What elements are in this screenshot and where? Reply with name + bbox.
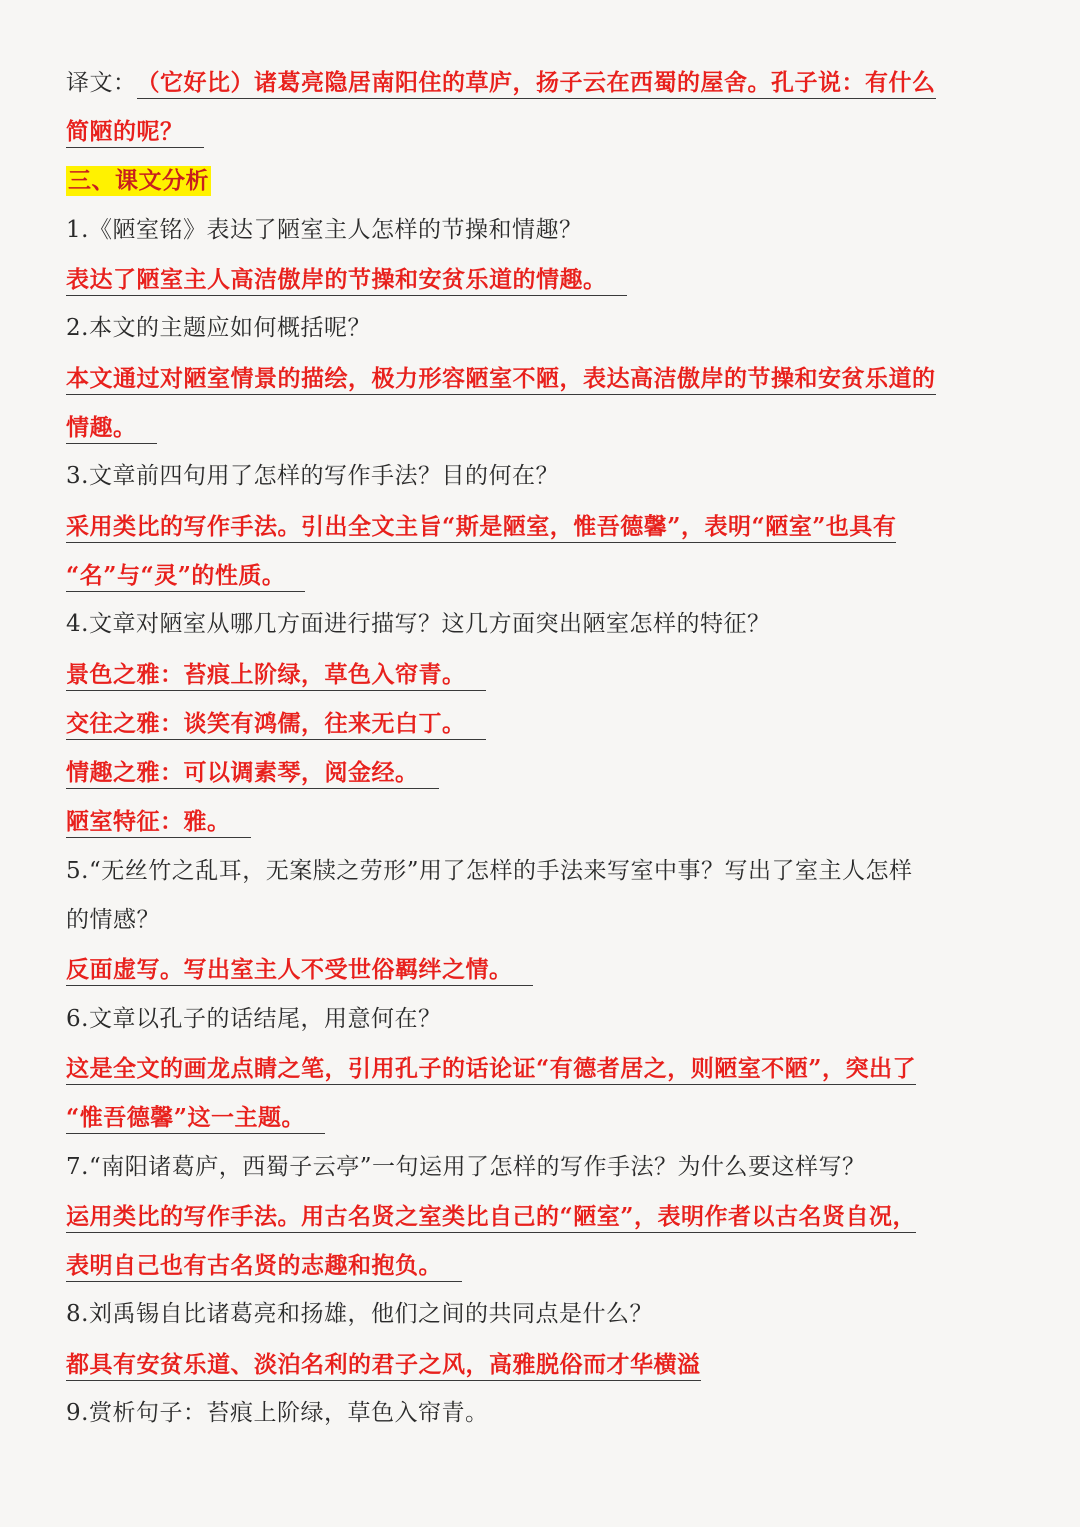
answer-3-line-2: “名”与“灵”的性质。	[66, 551, 1016, 600]
translation-text-1: （它好比）诸葛亮隐居南阳住的草庐，扬子云在西蜀的屋舍。孔子说：有什么	[137, 68, 936, 99]
answer-4-line-3: 情趣之雅：可以调素琴，阅金经。	[66, 748, 1016, 797]
section-heading-line	[66, 157, 1016, 206]
answer-6-line-2: “惟吾德馨”这一主题。	[66, 1093, 1016, 1142]
answer-2-line-1: 本文通过对陋室情景的描绘，极力形容陋室不陋，表达高洁傲岸的节操和安贫乐道的	[66, 354, 1016, 403]
answer-2-line-2: 情趣。	[66, 403, 1016, 452]
question-2: 2.本文的主题应如何概括呢？	[66, 315, 371, 342]
answer-6-line-1: 这是全文的画龙点睛之笔，引用孔子的话论证“有德者居之，则陋室不陋”，突出了	[66, 1044, 1016, 1093]
answer-1-line-1: 表达了陋室主人高洁傲岸的节操和安贫乐道的情趣。	[66, 255, 1016, 304]
question-3: 3.文章前四句用了怎样的写作手法？目的何在？	[66, 463, 559, 490]
question-7: 7.“南阳诸葛庐，西蜀子云亭”一句运用了怎样的写作手法？为什么要这样写？	[66, 1153, 866, 1180]
answer-7-line-2: 表明自己也有古名贤的志趣和抱负。	[66, 1241, 1016, 1290]
question-5-line-2: 的情感？	[66, 907, 160, 934]
translation-text-2: 简陋的呢？	[66, 117, 204, 148]
question-1: 1.《陋室铭》表达了陋室主人怎样的节操和情趣？	[66, 216, 583, 243]
question-8: 8.刘禹锡自比诸葛亮和扬雄，他们之间的共同点是什么？	[66, 1301, 653, 1328]
section-heading: 三、课文分析	[68, 166, 209, 194]
translation-label: 译文：	[66, 70, 137, 96]
question-4: 4.文章对陋室从哪几方面进行描写？这几方面突出陋室怎样的特征？	[66, 611, 771, 638]
translation-line-1	[66, 58, 1016, 107]
question-5-line-1: 5.“无丝竹之乱耳，无案牍之劳形”用了怎样的手法来写室中事？写出了室主人怎样	[66, 857, 913, 884]
translation-line-2	[66, 107, 1016, 156]
question-9: 9.赏析句子：苔痕上阶绿，草色入帘青。	[66, 1400, 489, 1427]
answer-7-line-1: 运用类比的写作手法。用古名贤之室类比自己的“陋室”，表明作者以古名贤自况，	[66, 1192, 1016, 1241]
answer-5-line-1: 反面虚写。写出室主人不受世俗羁绊之情。	[66, 945, 1016, 994]
answer-4-line-4: 陋室特征：雅。	[66, 797, 1016, 846]
answer-4-line-1: 景色之雅：苔痕上阶绿，草色入帘青。	[66, 650, 1016, 699]
question-6: 6.文章以孔子的话结尾，用意何在？	[66, 1005, 442, 1032]
answer-4-line-2: 交往之雅：谈笑有鸿儒，往来无白丁。	[66, 699, 1016, 748]
answer-3-line-1: 采用类比的写作手法。引出全文主旨“斯是陋室，惟吾德馨”，表明“陋室”也具有	[66, 502, 1016, 551]
answer-8-line-1: 都具有安贫乐道、淡泊名利的君子之风，高雅脱俗而才华横溢	[66, 1340, 1016, 1389]
document-page	[66, 58, 1016, 1438]
